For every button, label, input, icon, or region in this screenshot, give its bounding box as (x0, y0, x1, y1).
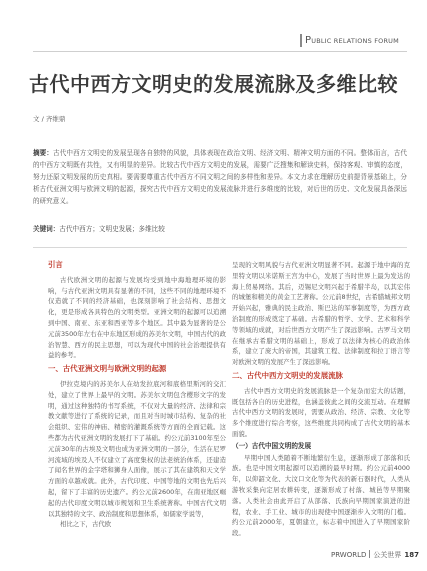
abstract (33, 147, 407, 207)
abstract-text: 古代中西方文明史的发展呈现各自独特的风貌，具体表现在政治文明、经济文明、精神文明方面的不同。整体而言，古代的中西方文明既有共性，又有明显的差异。比较古代中西方文明史的发展，需要广泛搜集和解读史料，保持客观、审慎的态度，努力还原文明发展的历史真相。要需要尊重古代中西方不同文明之间的多样性和差异。本文力求在理解历史前提背景基础上，分析古代亚洲文明与欧洲文明的起源，探究古代中西方文明史的发展流脉并进行多维度的比较，对后世的历史、文化发展具备深远的研究意义。 (33, 149, 408, 205)
section2-paragraph: 古代中西方文明史的发展流脉是一个复杂而宏大的话题，既包括各自的历史进程，也涵盖彼此之间的交流互动。在理解古代中西方文明的发展时，需要从政治、经济、宗教、文化等多个维度进行综合考察，这些维度共同构成了古代文明的基本面貌。 (232, 386, 410, 438)
header-rule (33, 51, 407, 52)
right-column (232, 260, 410, 539)
left-column (48, 260, 226, 530)
section-tag (300, 34, 405, 47)
footer-brand: PRWORLD (331, 551, 367, 559)
section1-paragraph: 伊拉克境内的苏美尔人在幼发拉底河和底格里斯河的交汇处，建立了世界上最早的文明。苏美尔文明包含樱形文字的发明，通过这种独特的书写系统，不仅对大量的经济、法律和宗教文献等进行了系统的记录，而且对当时城市结构、复杂的社会组织、宏伟的神庙、精密的灌溉系统等方面的全面记载。这些都为古代亚洲文明的发展打下了基础。约公元前3100年至公元前30年的古埃及文明也成为亚洲文明的一部分，生活在尼罗河流域的埃及人不仅建立了高度集权的法老统治体系，还建造了闻名世界的金字塔和狮身人面像，展示了其在建筑和天文学方面的卓越成就。此外，古代印度、中国等地的文明也先后兴起，留下了丰富的历史遗产。约公元前2600年，在南亚地区崛起的古代印度文明以城市规划和卫生系统著称。中国古代文明以其独特的文字、政治制度和思想体系，如儒家学说等， (48, 379, 226, 518)
keywords-label: 关键词： (33, 225, 60, 233)
subsection1-paragraph: 早期中国人类随着不断地繁衍生息，逐渐形成了部落和氏族。也是中国文明起源可以追溯的最早时期。约公元前4000年，以仰韶文化、大汶口文化等为代表的新石器时代，人类从游牧采集向定居农耕转变，逐渐形成了村落、城邑等早期聚落。人类社会由此开启了从部落、氏族向早期国家演进的进程，农业、手工业、城市的出现使中国逐渐步入文明的门槛。约公元前2000年，夏朝建立，标志着中国进入了早期国家阶段。 (232, 453, 410, 538)
section2-heading: 二、古代中西方文明史的发展流脉 (232, 370, 343, 380)
section1-heading: 一、古代亚洲文明与欧洲文明的起源 (48, 364, 167, 374)
abstract-label: 摘要： (33, 149, 54, 157)
tag-rest: UBLIC RELATIONS FORUM (311, 37, 399, 45)
intro-heading: 引言 (48, 260, 63, 269)
subsection1-heading: （一）古代中国文明的发展 (232, 441, 312, 450)
tag-bar (300, 34, 302, 47)
byline: 文 / 齐维鼎 (33, 115, 66, 123)
tag-initial: P (305, 35, 312, 46)
keywords-text: 古代中西方；文明史发展；多维比较 (59, 225, 165, 233)
keywords (33, 223, 407, 233)
article-title: 古代中西方文明史的发展流脉及多维比较 (29, 72, 398, 96)
continued-paragraph: 呈现的文明风貌与古代亚洲文明显著不同。起源于地中海的克里特文明以米诺斯王宫为中心，发展了当时世界上最为发达的海上贸易网络。其后，迈锡尼文明兴起于希腊半岛，以其宏伟的城堡和精美的黄金工艺著称。公元前8世纪，古希腊城邦文明开始兴起，雅典的民主政治、斯巴达的军事制度等，为西方政治制度的形成奠定了基础。古希腊的哲学、文学、艺术和科学等领域的成就，对后世西方文明产生了深远影响。古罗马文明在继承古希腊文明的基础上，形成了以法律为核心的政治体系，建立了庞大的帝国，其建筑工程、法律制度和拉丁语言等对欧洲文明的发展产生了深远影响。 (232, 261, 410, 367)
footer-brand-zh: 公关世界 (373, 551, 402, 559)
intro-paragraph: 古代欧洲文明的起源与发展均受到地中海地理环境的影响，与古代亚洲文明具有显著的不同，这些不同的地理环境不仅造就了不同的经济基础，也深刻影响了社会结构、思想文化，更是形成各具特色的文明类型。亚洲文明的起源可以追溯到中国、南亚、东亚和西亚等多个地区。其中最为显著的是公元前3500年左右在中东地区形成的苏美尔文明，中国古代的政治智慧、西方的民主思想，可以为现代中国的社会治理提供有益的参考。 (48, 275, 226, 360)
page-number: 187 (404, 551, 420, 559)
footer-divider (369, 550, 370, 558)
section1-paragraph-2: 相比之下，古代欧 (60, 520, 112, 529)
page-footer (331, 550, 419, 560)
section-divider (33, 247, 407, 248)
tag-text (305, 35, 399, 46)
